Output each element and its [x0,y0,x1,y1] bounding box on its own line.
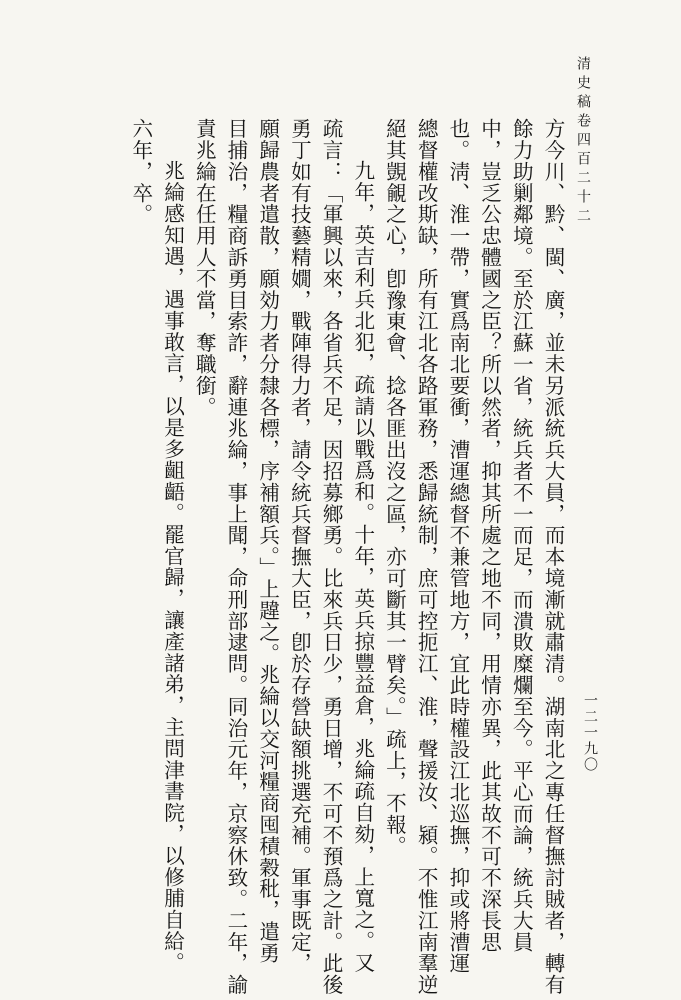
text-column-5: 總督權改斯缺，所有江北各路軍務，悉歸統制，庶可控扼江、淮，聲援汝、潁。不惟江南羣逆 [414,118,439,996]
text-column-13: 兆綸感知遇，遇事敢言，以是多齟齬。罷官歸，讓產諸弟，主問津書院，以修脯自給。 [160,160,185,974]
text-column-4: 也。淸、淮一帶，實爲南北要衝，漕運總督不兼管地方，宜此時權設江北巡撫，抑或將漕運 [445,118,470,974]
text-column-10: 願歸農者遣散，願効力者分隸各標，序補額兵。」上韙之。兆綸以交河糧商囤積穀秕，遣勇 [255,118,280,964]
text-column-9: 勇丁如有技藝精嫺，戰陣得力者，請令統兵督撫大臣，卽於存營缺額挑選充補。軍事既定， [287,118,312,974]
text-column-2: 餘力助剿鄰境。至於江蘇一省，統兵者不一而足，而潰敗糜爛至今。平心而論，統兵大員 [509,118,534,953]
page-number: 一二一九〇 [582,693,598,773]
running-header-title: 清史稿卷四百二十二 [575,56,591,227]
text-column-7: 九年，英吉利兵北犯，疏請以戰爲和。十年，英兵掠豐益倉，兆綸疏自劾，上寬之。又 [350,160,375,974]
text-column-1: 方今川、黔、閩、廣，並未另派統兵大員，而本境漸就肅清。湖南北之專任督撫討賊者，轉有 [541,118,565,996]
body-text [124,118,568,996]
text-column-3: 中，豈乏公忠體國之臣？所以然者，抑其所處之地不同，用情亦異，此其故不可不深長思 [477,118,502,953]
text-column-12: 責兆綸在任用人不當，奪職銜。 [192,118,217,418]
text-column-14: 六年，卒。 [128,118,153,225]
text-column-8: 疏言：「軍興以來，各省兵不足，因招募鄉勇。比來兵日少，勇日增，不可不預爲之計。此後 [319,118,344,996]
text-column-6: 絕其覬覦之心，卽豫東會、捻各匪出沒之區，亦可斷其一臂矣。」疏上，不報。 [382,118,407,857]
text-column-11: 目捕治，糧商訴勇目索詐，辭連兆綸，事上聞，命刑部逮問。同治元年，京察休致。二年，諭 [223,118,248,996]
